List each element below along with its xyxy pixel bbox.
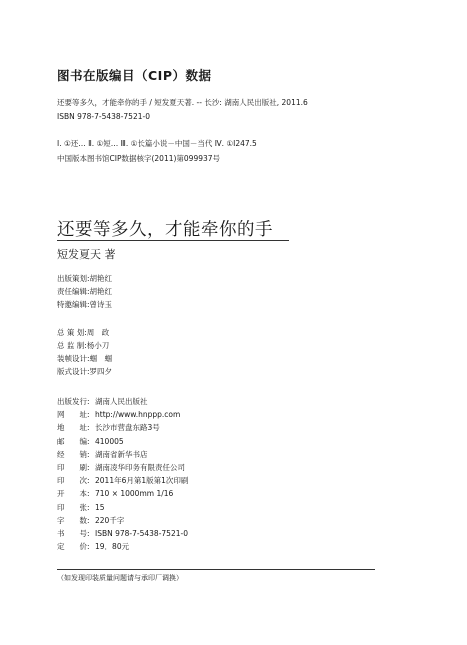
credit-line: 总 策 划:周 政 [57, 328, 110, 337]
cip-heading: 图书在版编目（CIP）数据 [57, 68, 212, 83]
publication-label: 字 数: [57, 515, 90, 525]
cip-isbn-line: ISBN 978-7-5438-7521-0 [57, 112, 150, 121]
cip-classification-line: Ⅰ. ①还… Ⅱ. ①短… Ⅲ. ①长篇小说－中国－当代 Ⅳ. ①I247.5 [57, 139, 257, 148]
publication-row [57, 408, 188, 421]
publication-label: 网 址: [57, 410, 90, 420]
publication-row [57, 474, 188, 487]
publication-row [57, 487, 188, 500]
title-divider [57, 240, 289, 241]
publication-row [57, 435, 188, 448]
credit-line: 总 监 制:杨小刀 [57, 341, 110, 350]
publication-value: 湖南凌华印务有限责任公司 [95, 462, 185, 472]
publication-value: 长沙市营盘东路3号 [95, 423, 160, 433]
publication-row [57, 540, 188, 553]
credit-line: 出版策划:胡艳红 [57, 274, 113, 283]
publication-value: 19．80元 [95, 542, 130, 552]
book-title: 还要等多久，才能牵你的手 [57, 220, 273, 240]
publication-value: 220千字 [95, 515, 125, 525]
publication-label: 书 号: [57, 528, 90, 538]
publication-info [57, 395, 188, 553]
cip-entry-line: 还要等多久，才能牵你的手 / 短发夏天著. -- 长沙: 湖南人民出版社, 2011.6 [57, 98, 308, 107]
editorial-credits [57, 272, 112, 311]
publication-value: http://www.hnppp.com [95, 410, 181, 420]
production-credits [57, 326, 112, 378]
credit-line: 版式设计:罗四夕 [57, 367, 113, 376]
publication-row [57, 527, 188, 540]
book-author: 短发夏天 著 [57, 248, 116, 261]
publication-label: 印 刷: [57, 462, 90, 472]
bottom-divider [57, 569, 375, 570]
publication-row [57, 395, 188, 408]
credit-line: 特邀编辑:曾诗玉 [57, 300, 113, 309]
publication-value: 湖南省新华书店 [95, 449, 148, 459]
publication-row [57, 448, 188, 461]
publication-label: 印 张: [57, 502, 90, 512]
publication-label: 开 本: [57, 489, 90, 499]
publication-value: 410005 [95, 436, 124, 446]
publication-value: ISBN 978-7-5438-7521-0 [95, 528, 188, 538]
publication-value: 湖南人民出版社 [95, 397, 148, 406]
credit-line: 责任编辑:胡艳红 [57, 287, 113, 296]
publication-row [57, 501, 188, 514]
publication-label: 出版发行: [57, 397, 90, 406]
publication-label: 邮 编: [57, 436, 90, 446]
publication-value: 15 [95, 502, 105, 512]
publication-label: 定 价: [57, 542, 90, 552]
publication-value: 710 × 1000mm 1/16 [95, 489, 174, 499]
publication-label: 经 销: [57, 449, 90, 459]
publication-row [57, 421, 188, 434]
publication-label: 地 址: [57, 423, 90, 433]
publication-row [57, 514, 188, 527]
cip-record-number: 中国版本图书馆CIP数据核字(2011)第099937号 [57, 154, 221, 163]
quality-note: （如发现印装质量问题请与承印厂调换） [57, 574, 183, 582]
publication-label: 印 次: [57, 476, 90, 486]
credit-line: 装帧设计:蝈 蝈 [57, 354, 113, 363]
publication-row [57, 461, 188, 474]
publication-value: 2011年6月第1版第1次印刷 [95, 476, 189, 486]
